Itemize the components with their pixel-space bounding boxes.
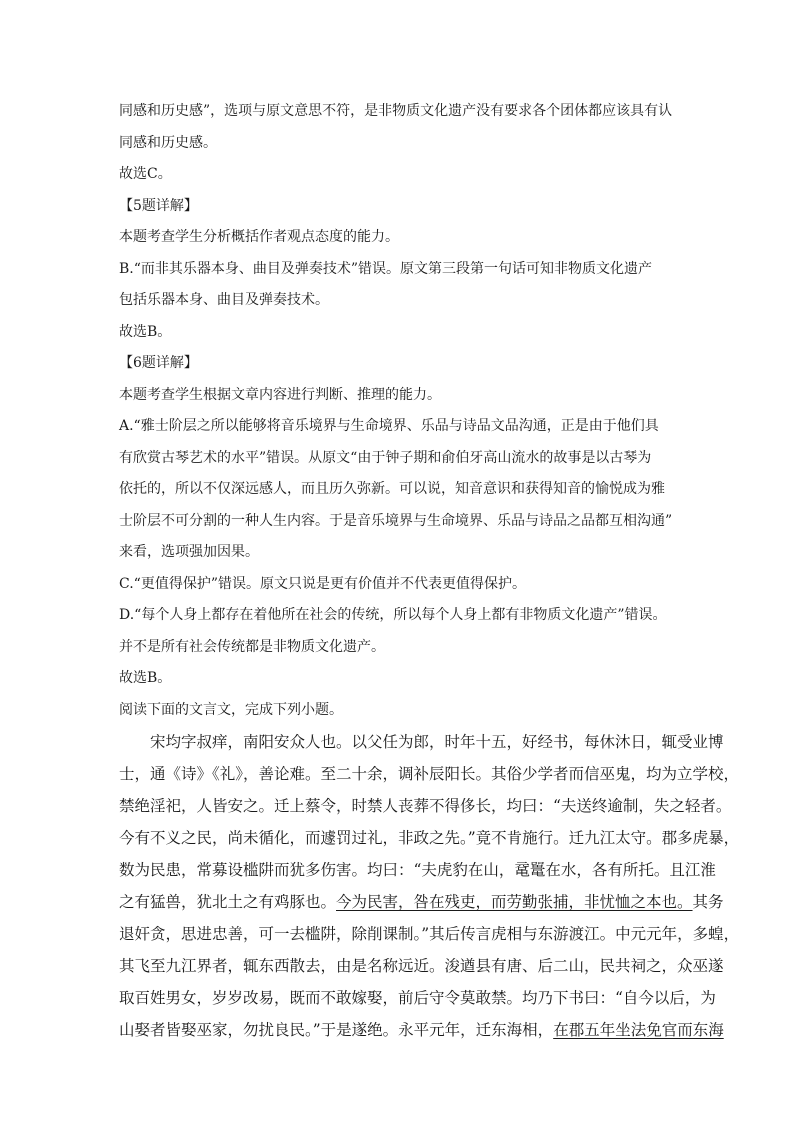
passage-text: 其务 — [692, 893, 724, 911]
text-line: C.“更值得保护”错误。原文只说是更有价值并不代表更值得保护。 — [119, 575, 526, 592]
text-line: 故选B。 — [119, 323, 172, 340]
passage-line: 宋均字叔痒，南阳安众人也。以父任为郎，时年十五，好经书，每休沐日，辄受业博 — [150, 733, 724, 751]
passage-line: 数为民患，常募设槛阱而犹多伤害。均曰：“夫虎豹在山，鼋鼍在水，各有所托。且江淮 — [119, 861, 716, 879]
passage-line: 禁绝淫祀，人皆安之。迁上蔡令，时禁人丧葬不得侈长，均曰：“夫送终逾制，失之轻者。 — [119, 797, 732, 815]
passage-line — [119, 1014, 724, 1046]
text-line: 同感和历史感。 — [119, 134, 217, 151]
text-line: 故选B。 — [119, 670, 172, 686]
text-line: 同感和历史感”，选项与原文意思不符，是非物质文化遗产没有要求各个团体都应该具有认 — [119, 103, 673, 119]
text-line: A.“雅士阶层之所以能够将音乐境界与生命境界、乐品与诗品文品沟通，正是由于他们具 — [119, 418, 659, 434]
classical-chinese-passage — [119, 726, 740, 1046]
text-line: D.“每个人身上都存在着他所在社会的传统，所以每个人身上都有非物质文化遗产”错误。 — [119, 607, 667, 623]
answer-explanation — [119, 96, 679, 726]
text-line: 故选C。 — [119, 166, 172, 182]
text-line: 本题考查学生根据文章内容进行判断、推理的能力。 — [119, 386, 441, 403]
section-heading: 【6题详解】 — [119, 355, 198, 371]
text-line: B.“而非其乐器本身、曲目及弹奏技术”错误。原文第三段第一句话可知非物质文化遗产 — [119, 260, 653, 277]
text-line: 来看，选项强加因果。 — [119, 544, 259, 560]
passage-text: 山娶者皆娶巫家，勿扰良民。”于是遂绝。永平元年，迁东海相， — [119, 1021, 554, 1039]
passage-line: 其飞至九江界者，辄东西散去，由是名称远近。浚遒县有唐、后二山，民共祠之，众巫遂 — [119, 957, 724, 975]
passage-line: 今有不义之民，尚未循化，而遽罚过礼，非政之先。”竟不肯施行。迁九江太守。郡多虎暴， — [119, 829, 740, 847]
document-body — [119, 96, 740, 1046]
text-line: 士阶层不可分割的一种人生内容。于是音乐境界与生命境界、乐品与诗品之品都互相沟通” — [119, 512, 673, 529]
text-line: 本题考查学生分析概括作者观点态度的能力。 — [119, 229, 399, 245]
underlined-sentence: 在郡五年坐法免官而东海 — [553, 1021, 724, 1039]
text-line: 并不是所有社会传统都是非物质文化遗产。 — [119, 638, 385, 655]
passage-text: 之有猛兽，犹北土之有鸡豚也。 — [119, 893, 337, 911]
passage-line: 取百姓男女，岁岁改易，既而不敢嫁娶，前后守令莫敢禁。均乃下书曰：“自今以后，为 — [119, 989, 716, 1007]
underlined-sentence: 今为民害，咎在残吏，而劳勤张捕，非忧恤之本也。 — [336, 893, 693, 911]
text-line: 包括乐器本身、曲目及弹奏技术。 — [119, 292, 329, 308]
passage-line: 士，通《诗》《礼》，善论难。至二十余，调补辰阳长。其俗少学者而信巫鬼，均为立学校， — [119, 765, 740, 783]
section-heading: 【5题详解】 — [119, 197, 198, 214]
text-line: 依托的，所以不仅深远感人，而且历久弥新。可以说，知音意识和获得知音的愉悦成为雅 — [119, 481, 665, 497]
passage-line: 退奸贪，思进忠善，可一去槛阱，除削课制。”其后传言虎相与东游渡江。中元元年，多蝗， — [119, 925, 740, 943]
instruction-line: 阅读下面的文言文，完成下列小题。 — [119, 701, 343, 718]
passage-line — [119, 886, 724, 918]
text-line: 有欣赏古琴艺术的水平”错误。从原文“由于钟子期和俞伯牙高山流水的故事是以古琴为 — [119, 449, 652, 466]
